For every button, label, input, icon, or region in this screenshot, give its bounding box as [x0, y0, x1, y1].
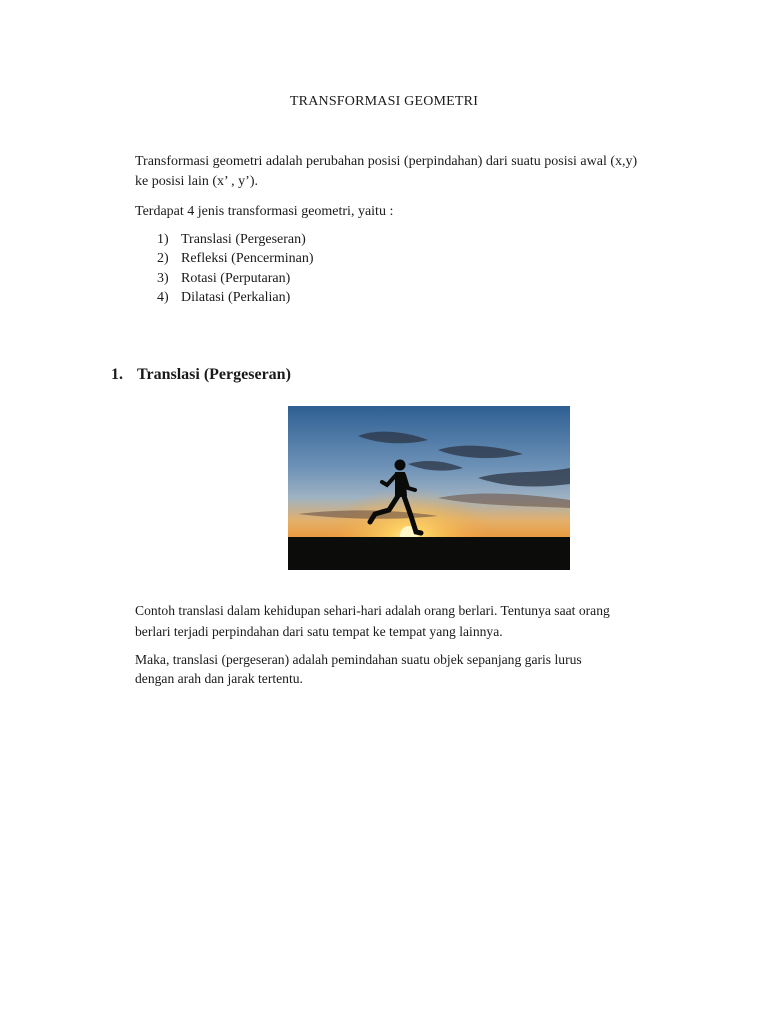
list-item	[157, 249, 314, 268]
list-item-label: Dilatasi (Perkalian)	[181, 289, 291, 305]
types-intro: Terdapat 4 jenis transformasi geometri, yaitu :	[135, 204, 394, 219]
list-item	[157, 230, 314, 249]
list-item-number: 3)	[157, 270, 169, 286]
runner-silhouette-sunset-photo	[288, 406, 570, 570]
list-item-number: 4)	[157, 289, 169, 305]
example-line-1: Contoh translasi dalam kehidupan sehari-hari adalah orang berlari. Tentunya saat orang	[135, 603, 610, 618]
definition-paragraph	[135, 650, 695, 688]
intro-paragraph	[135, 152, 695, 192]
definition-line-1: Maka, translasi (pergeseran) adalah pemindahan suatu objek sepanjang garis lurus	[135, 652, 582, 667]
list-item-label: Rotasi (Perputaran)	[181, 270, 291, 286]
example-line-2: berlari terjadi perpindahan dari satu tempat ke tempat yang lainnya.	[135, 624, 503, 639]
list-item	[157, 288, 314, 307]
list-item-number: 1)	[157, 232, 169, 247]
list-item-label: Translasi (Pergeseran)	[181, 232, 306, 247]
document-title: TRANSFORMASI GEOMETRI	[289, 94, 479, 109]
intro-line-1: Transformasi geometri adalah perubahan posisi (perpindahan) dari suatu posisi awal (x,y)	[135, 154, 638, 169]
list-item-number: 2)	[157, 251, 169, 267]
definition-line-2: dengan arah dan jarak tertentu.	[135, 671, 303, 686]
intro-line-2: ke posisi lain (x’ , y’).	[135, 174, 258, 189]
list-item	[157, 269, 314, 288]
section-number: 1.	[111, 366, 123, 383]
section-title: Translasi (Pergeseran)	[137, 366, 291, 383]
ground	[288, 537, 570, 570]
types-list	[157, 230, 314, 307]
section-heading	[111, 366, 291, 384]
example-paragraph	[135, 600, 695, 642]
list-item-label: Refleksi (Pencerminan)	[181, 251, 314, 267]
